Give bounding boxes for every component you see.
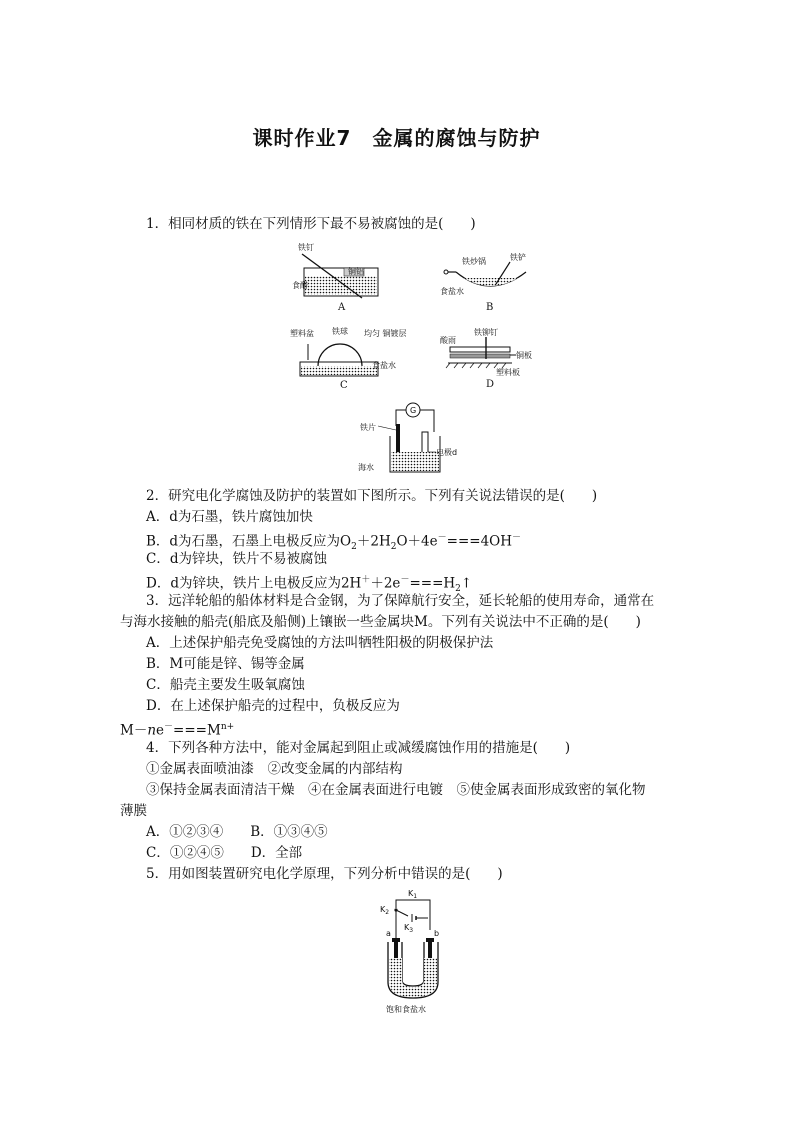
q2-option-c: C．d为锌块，铁片不易被腐蚀 bbox=[146, 551, 327, 567]
q4-items-line1: ①金属表面喷油漆 ②改变金属的内部结构 bbox=[146, 761, 403, 777]
q2-b-sup2: － bbox=[512, 533, 522, 543]
k2-label: $K_2$ bbox=[380, 905, 390, 916]
q3-option-d-formula bbox=[120, 718, 234, 740]
figure-2 bbox=[356, 400, 466, 480]
q3-stem-line2: 与海水接触的船壳(船底及船侧)上镶嵌一些金属块M。下列有关说法中不正确的是( ) bbox=[120, 614, 641, 630]
fig-d-board-label: 塑料板 bbox=[496, 368, 520, 377]
q2-d-end: ↑ bbox=[460, 575, 473, 592]
fig-b-caption: B bbox=[486, 302, 494, 313]
figure-5-caption: 饱和食盐水 bbox=[386, 1005, 426, 1014]
fig-a-liquid-label: 食醋 bbox=[292, 281, 308, 290]
q3-option-c: C．船壳主要发生吸氧腐蚀 bbox=[146, 677, 305, 693]
fig-b-ladle-label: 铁铲 bbox=[510, 253, 526, 262]
q3-option-a: A．上述保护船壳免受腐蚀的方法叫牺牲阳极的阴极保护法 bbox=[146, 635, 494, 651]
fig-d-nail-label: 铁铆钉 bbox=[474, 328, 498, 337]
figure-1c bbox=[288, 322, 407, 392]
q2-d-sup2: － bbox=[400, 575, 410, 585]
figure-1a bbox=[292, 240, 392, 312]
q3-stem-line1: 3．远洋轮船的船体材料是合金钢，为了保障航行安全，延长轮船的使用寿命，通常在 bbox=[146, 593, 655, 609]
fig2-electrode-label: 电极d bbox=[436, 448, 458, 457]
fig2-seawater-label: 海水 bbox=[358, 463, 374, 472]
fig-c-coat-label: 均匀 铜镀层 bbox=[364, 329, 407, 338]
k1-label: $K_1$ bbox=[408, 889, 418, 900]
figure-1d bbox=[440, 325, 550, 391]
q2-option-a: A．d为石墨，铁片腐蚀加快 bbox=[146, 509, 313, 525]
fig-a-caption: A bbox=[338, 302, 346, 313]
k3-label: $K_3$ bbox=[404, 923, 414, 934]
q4-items-line3: 薄膜 bbox=[120, 803, 147, 819]
fig-d-plate-label: 铜板 bbox=[516, 351, 532, 360]
fig-c-caption: C bbox=[340, 380, 348, 391]
figure-5 bbox=[372, 886, 462, 1018]
electrode-a-label: a bbox=[386, 929, 391, 938]
q2-d-mid: ＋2e bbox=[370, 575, 401, 592]
fig2-iron-label: 铁片 bbox=[360, 423, 376, 432]
q3-d2-n: n bbox=[147, 722, 157, 739]
fig-c-plastic-label: 塑料盆 bbox=[290, 329, 314, 338]
fig-a-coat-label: 铜铝 bbox=[348, 267, 364, 276]
q2-d-pre: D．d为锌块，铁片上电极反应为2H bbox=[146, 575, 362, 592]
fig-d-acid-label: 酸雨 bbox=[440, 336, 456, 345]
q5-stem: 5．用如图装置研究电化学原理，下列分析中错误的是( ) bbox=[146, 866, 503, 882]
q2-b-mid1: ＋2H bbox=[356, 533, 391, 550]
q3-option-d: D．在上述保护船壳的过程中，负极反应为 bbox=[146, 698, 400, 714]
fig-c-liquid-label: 食盐水 bbox=[372, 361, 396, 370]
fig-c-ball-label: 铁球 bbox=[332, 327, 348, 336]
fig-a-nail-label: 铁钉 bbox=[298, 243, 314, 252]
q2-d-sub: 2 bbox=[455, 584, 461, 595]
fig-b-liquid-label: 食盐水 bbox=[440, 287, 464, 296]
q2-b-sub2: 2 bbox=[390, 542, 397, 553]
q3-option-b: B．M可能是锌、锡等金属 bbox=[146, 656, 305, 672]
q4-options-cd: C．①②④⑤ D．全部 bbox=[146, 845, 303, 861]
q3-d2-pre: M－ bbox=[120, 722, 148, 739]
electrode-b-label: b bbox=[434, 929, 440, 938]
q2-b-pre: B．d为石墨，石墨上电极反应为O bbox=[146, 533, 352, 550]
q4-items-line2: ③保持金属表面清洁干燥 ④在金属表面进行电镀 ⑤使金属表面形成致密的氧化物 bbox=[146, 782, 646, 798]
q3-d2-post: ===M bbox=[173, 722, 221, 739]
q2-b-sup1: － bbox=[437, 533, 447, 543]
q1-stem: 1．相同材质的铁在下列情形下最不易被腐蚀的是( ) bbox=[146, 216, 476, 232]
q4-options-ab: A．①②③④ B．①③④⑤ bbox=[146, 824, 328, 840]
q3-d2-e: e bbox=[156, 722, 165, 739]
q2-b-mid2: O＋4e bbox=[396, 533, 438, 550]
q2-b-post: ===4OH bbox=[446, 533, 513, 550]
q2-b-sub1: 2 bbox=[351, 542, 357, 553]
fig-d-caption: D bbox=[486, 379, 495, 390]
q2-d-sup1: ＋ bbox=[361, 575, 371, 585]
page-title: 课时作业7 金属的腐蚀与防护 bbox=[252, 126, 541, 150]
q4-stem: 4．下列各种方法中，能对金属起到阻止或减缓腐蚀作用的措施是( ) bbox=[146, 740, 571, 756]
fig-b-pot-label: 铁炒锅 bbox=[462, 257, 486, 266]
figure-1b bbox=[440, 250, 540, 314]
galvanometer-label: G bbox=[410, 406, 417, 415]
q2-d-post: ===H bbox=[409, 575, 456, 592]
q3-d2-sup2: n+ bbox=[220, 722, 235, 732]
q2-stem: 2．研究电化学腐蚀及防护的装置如下图所示。下列有关说法错误的是( ) bbox=[146, 488, 598, 504]
q3-d2-sup1: － bbox=[164, 722, 174, 732]
